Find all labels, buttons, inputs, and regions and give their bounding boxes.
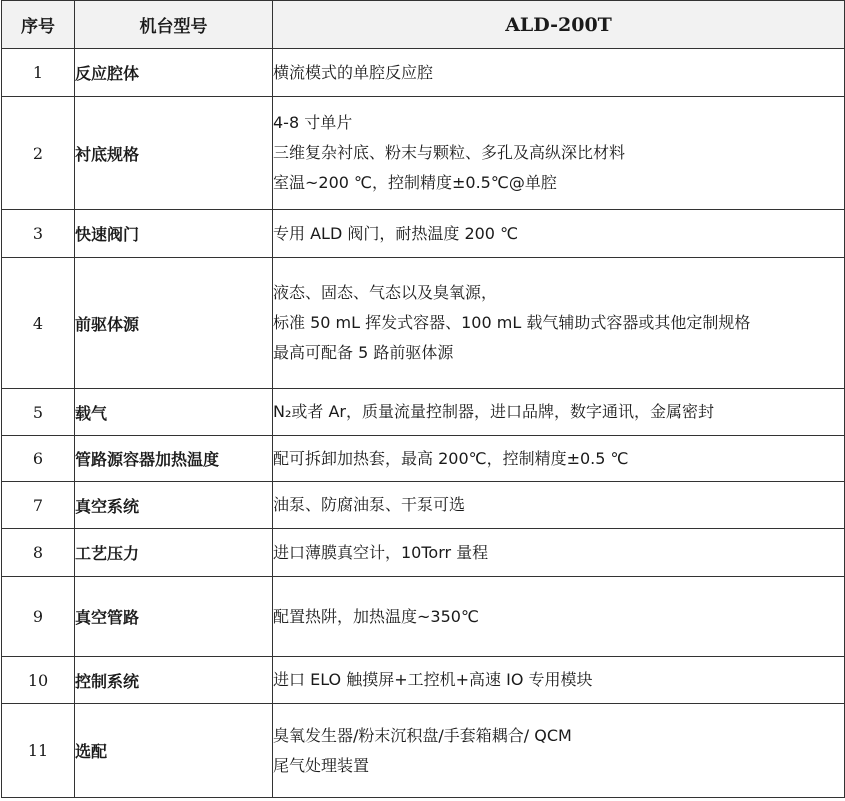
- desc-line: 三维复杂衬底、粉末与颗粒、多孔及高纵深比材料: [273, 143, 626, 162]
- row-index: 11: [2, 704, 75, 798]
- row-index: 1: [2, 49, 75, 97]
- desc-line: 液态、固态、气态以及臭氧源，: [273, 283, 498, 302]
- desc-line: 4-8 寸单片: [273, 113, 353, 132]
- row-name: 管路源容器加热温度: [75, 436, 273, 482]
- row-desc: [273, 97, 845, 210]
- desc-line: 配置热阱，加热温度~350℃: [273, 606, 479, 626]
- row-name: 工艺压力: [75, 529, 273, 577]
- row-desc: [273, 577, 845, 657]
- row-desc: [273, 210, 845, 258]
- row-index: 6: [2, 436, 75, 482]
- desc-line: 室温~200 ℃，控制精度±0.5℃@单腔: [273, 173, 557, 192]
- table-row: [2, 529, 845, 577]
- desc-line: 油泵、防腐油泵、干泵可选: [273, 495, 466, 514]
- desc-line: 臭氧发生器/粉末沉积盘/手套箱耦合/ QCM: [273, 725, 572, 745]
- header-model: ALD-200T: [273, 1, 845, 49]
- table-row: [2, 482, 845, 529]
- header-name: 机台型号: [75, 1, 273, 49]
- desc-line: 配可拆卸加热套，最高 200℃，控制精度±0.5 ℃: [273, 448, 629, 468]
- row-desc: [273, 482, 845, 529]
- row-desc: [273, 389, 845, 436]
- table-row: [2, 97, 845, 210]
- table-row: [2, 436, 845, 482]
- row-name: 反应腔体: [75, 49, 273, 97]
- desc-line: 专用 ALD 阀门，耐热温度 200 ℃: [273, 223, 519, 243]
- table-row: [2, 49, 845, 97]
- table-row: [2, 258, 845, 389]
- row-index: 4: [2, 258, 75, 389]
- row-desc: [273, 657, 845, 704]
- row-index: 3: [2, 210, 75, 258]
- table-row: [2, 389, 845, 436]
- row-index: 8: [2, 529, 75, 577]
- table-row: [2, 657, 845, 704]
- row-desc: [273, 704, 845, 798]
- desc-line: 尾气处理装置: [273, 755, 370, 775]
- table-row: [2, 210, 845, 258]
- row-name: 前驱体源: [75, 258, 273, 389]
- table-row: [2, 704, 845, 798]
- row-desc: [273, 49, 845, 97]
- desc-line: 标准 50 mL 挥发式容器、100 mL 载气辅助式容器或其他定制规格: [273, 313, 751, 332]
- row-name: 选配: [75, 704, 273, 798]
- row-name: 衬底规格: [75, 97, 273, 210]
- desc-line: 最高可配备 5 路前驱体源: [273, 343, 454, 362]
- row-index: 5: [2, 389, 75, 436]
- spec-table: [1, 0, 845, 798]
- row-name: 载气: [75, 389, 273, 436]
- desc-line: N₂或者 Ar，质量流量控制器，进口品牌，数字通讯，金属密封: [273, 402, 714, 421]
- desc-line: 进口薄膜真空计，10Torr 量程: [273, 542, 489, 562]
- row-index: 7: [2, 482, 75, 529]
- row-name: 控制系统: [75, 657, 273, 704]
- row-index: 2: [2, 97, 75, 210]
- row-desc: [273, 529, 845, 577]
- row-index: 10: [2, 657, 75, 704]
- header-index: 序号: [2, 1, 75, 49]
- header-row: [2, 1, 845, 49]
- row-index: 9: [2, 577, 75, 657]
- row-name: 快速阀门: [75, 210, 273, 258]
- desc-line: 进口 ELO 触摸屏+工控机+高速 IO 专用模块: [273, 670, 593, 689]
- row-name: 真空系统: [75, 482, 273, 529]
- row-desc: [273, 258, 845, 389]
- row-desc: [273, 436, 845, 482]
- row-name: 真空管路: [75, 577, 273, 657]
- table-row: [2, 577, 845, 657]
- desc-line: 横流模式的单腔反应腔: [273, 62, 434, 82]
